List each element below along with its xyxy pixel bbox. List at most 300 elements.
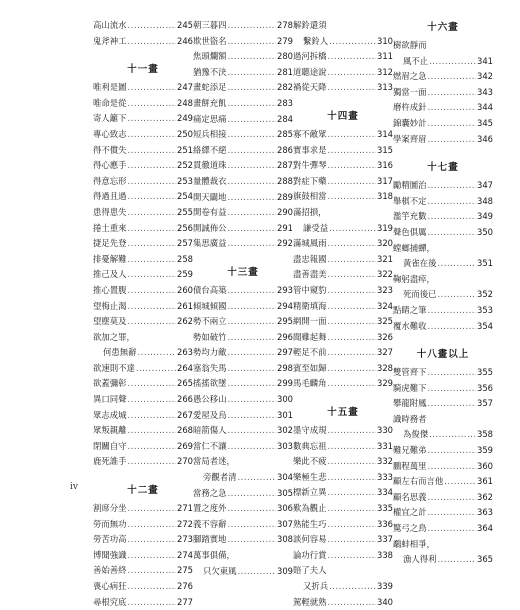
dot-leader — [429, 427, 476, 443]
dot-leader — [328, 252, 377, 268]
dot-leader — [428, 521, 477, 537]
idiom-text: 盡善盡美 — [293, 269, 327, 280]
index-entry — [193, 236, 293, 252]
dot-leader — [328, 80, 377, 96]
page-ref: 272 — [177, 518, 193, 529]
index-entry — [293, 501, 393, 517]
index-entry — [293, 532, 393, 548]
index-entry — [193, 408, 293, 424]
idiom-text: 勵精圖治 — [393, 180, 427, 191]
page-ref: 341 — [477, 55, 493, 66]
idiom-text: 點睛之筆 — [393, 304, 427, 315]
idiom-text: 聲色俱厲 — [393, 226, 427, 237]
index-entry — [193, 517, 293, 533]
idiom-text: 樹欲靜而 — [393, 40, 427, 50]
page-ref: 282 — [277, 82, 293, 93]
dot-leader — [328, 158, 377, 174]
index-entry — [393, 459, 493, 475]
dot-leader — [228, 314, 277, 330]
idiom-text: 雙管齊下 — [393, 367, 427, 378]
dot-leader — [438, 287, 477, 303]
dot-leader — [329, 221, 376, 237]
index-column-4 — [393, 18, 493, 565]
dot-leader — [128, 532, 177, 548]
idiom-text: 眾志成城 — [93, 409, 127, 420]
index-entry — [93, 439, 193, 455]
page-ref: 324 — [377, 300, 393, 311]
index-entry — [93, 579, 193, 595]
page-number: iv — [70, 482, 78, 492]
dot-leader — [228, 532, 277, 548]
page-ref: 312 — [377, 66, 393, 77]
page-ref: 310 — [377, 35, 393, 46]
idiom-text: 黃雀在後 — [403, 258, 437, 269]
index-entry — [93, 548, 193, 564]
idiom-text: 管中窺豹 — [293, 284, 327, 295]
page-ref: 292 — [277, 238, 293, 249]
idiom-text: 錦囊妙計 — [393, 117, 427, 128]
page-ref: 329 — [377, 378, 393, 389]
idiom-text: 繫鈴人 — [303, 35, 329, 46]
page-ref: 330 — [377, 425, 393, 436]
index-entry — [393, 85, 493, 101]
page-ref: 245 — [177, 20, 193, 30]
dot-leader — [328, 595, 377, 610]
dot-leader — [444, 474, 476, 490]
dot-leader — [228, 486, 277, 502]
index-entry-first-line — [93, 330, 193, 346]
page-ref: 302 — [277, 425, 293, 436]
index-entry — [393, 381, 493, 397]
dot-leader — [228, 408, 277, 424]
idiom-text: 唯利是圖 — [93, 82, 127, 93]
page-ref: 320 — [377, 238, 393, 249]
idiom-text: 賓至如歸 — [293, 362, 327, 373]
idiom-text: 解鈴還須 — [293, 20, 327, 30]
index-entry — [293, 548, 393, 564]
idiom-text: 何患無辭 — [103, 347, 137, 358]
dot-leader — [428, 319, 477, 335]
dot-leader — [128, 34, 177, 50]
idiom-text: 精衛填海 — [293, 300, 327, 311]
idiom-text: 鵬程萬里 — [393, 460, 427, 471]
index-entry — [93, 408, 193, 424]
idiom-text: 欺世盜名 — [193, 35, 227, 46]
index-entry — [393, 319, 493, 335]
idiom-text: 旗鼓相當 — [293, 191, 327, 202]
page-ref: 361 — [477, 476, 493, 487]
dot-leader — [328, 143, 377, 159]
index-entry — [93, 189, 193, 205]
page-ref: 271 — [177, 503, 193, 514]
index-entry — [193, 158, 293, 174]
dot-leader — [128, 392, 177, 408]
index-entry — [193, 470, 293, 486]
idiom-text: 馬毛麟角 — [293, 378, 327, 389]
page-ref: 349 — [477, 211, 493, 222]
index-entry — [93, 96, 193, 112]
index-entry — [393, 287, 493, 303]
page-ref: 314 — [377, 128, 393, 139]
idiom-text: 高山流水 — [93, 20, 127, 30]
idiom-text: 舉棋不定 — [393, 195, 427, 206]
page-ref: 248 — [177, 97, 193, 108]
index-entry — [93, 392, 193, 408]
index-entry — [93, 267, 193, 283]
idiom-text: 難兄難弟 — [393, 445, 427, 456]
index-entry — [93, 18, 193, 34]
dot-leader — [328, 517, 377, 533]
dot-leader — [128, 158, 177, 174]
idiom-text: 濫竽充數 — [393, 211, 427, 222]
idiom-text: 風不止 — [403, 55, 429, 66]
index-entry — [193, 564, 293, 580]
idiom-text: 勢如破竹 — [193, 331, 227, 342]
index-entry-first-line — [393, 537, 493, 553]
idiom-text: 顧名思義 — [393, 491, 427, 502]
idiom-text: 畫蛇添足 — [193, 82, 227, 93]
page-ref: 253 — [177, 175, 193, 186]
dot-leader — [128, 205, 177, 221]
index-entry — [93, 563, 193, 579]
dot-leader — [228, 65, 277, 81]
index-entry — [293, 34, 393, 50]
index-entry — [293, 579, 393, 595]
index-entry — [93, 423, 193, 439]
page-ref: 359 — [477, 445, 493, 456]
page-ref: 363 — [477, 507, 493, 518]
dot-leader — [328, 470, 377, 486]
index-entry — [393, 505, 493, 521]
index-entry — [393, 132, 493, 148]
idiom-text: 唯命是從 — [93, 97, 127, 108]
page-ref: 311 — [377, 51, 393, 62]
idiom-text: 盡忠報國 — [293, 253, 327, 264]
idiom-text: 傾城傾國 — [193, 300, 227, 311]
dot-leader — [428, 303, 477, 319]
idiom-text: 墨守成規 — [293, 425, 327, 436]
page-ref: 251 — [177, 144, 193, 155]
dot-leader — [228, 345, 277, 361]
idiom-text: 樂極生悲 — [293, 471, 327, 482]
dot-leader — [228, 392, 277, 408]
idiom-text: 聞雞起舞 — [293, 331, 327, 342]
dot-leader — [228, 80, 277, 96]
idiom-text: 患得患失 — [93, 206, 127, 217]
index-entry — [193, 143, 293, 159]
idiom-text: 對牛彈琴 — [293, 160, 327, 171]
idiom-text: 騎虎難下 — [393, 382, 427, 393]
index-entry — [393, 54, 493, 70]
idiom-text: 當仁不讓 — [193, 440, 227, 451]
idiom-text: 愚公移山 — [193, 394, 227, 405]
idiom-text: 欲速則不達 — [93, 362, 135, 373]
idiom-text: 獨當一面 — [393, 86, 427, 97]
dot-leader — [328, 485, 377, 501]
index-entry — [93, 34, 193, 50]
idiom-text: 謙受益 — [303, 222, 329, 233]
idiom-text: 道聽途說 — [293, 66, 327, 77]
dot-leader — [428, 69, 477, 85]
index-entry — [293, 236, 393, 252]
idiom-text: 死而後已 — [403, 289, 437, 300]
page-ref: 328 — [377, 362, 393, 373]
idiom-text: 為俊傑 — [403, 429, 429, 440]
idiom-text: 腳踏實地 — [193, 534, 227, 545]
index-entry — [193, 330, 293, 346]
dot-leader — [128, 563, 177, 579]
idiom-text: 排憂解難 — [93, 253, 127, 264]
index-column-2 — [193, 18, 293, 576]
dot-leader — [328, 376, 377, 392]
dot-leader — [228, 299, 277, 315]
idiom-text: 絡繹不絕 — [193, 144, 227, 155]
page-ref: 350 — [477, 226, 493, 237]
index-entry — [193, 18, 293, 34]
index-entry-first-line — [393, 38, 493, 54]
dot-leader — [328, 267, 377, 283]
idiom-text: 尋根究底 — [93, 596, 127, 607]
page-ref: 355 — [477, 367, 493, 378]
idiom-text: 得不償失 — [93, 144, 127, 155]
dot-leader — [128, 314, 177, 330]
index-entry — [93, 595, 193, 610]
idiom-text: 禍從天降 — [293, 82, 327, 93]
index-entry — [193, 205, 293, 221]
stroke-count-heading: 十三畫 — [227, 266, 259, 278]
dot-leader — [328, 532, 377, 548]
dot-leader — [238, 564, 277, 580]
index-entry — [93, 454, 193, 470]
dot-leader — [428, 178, 477, 194]
index-entry — [393, 303, 493, 319]
page-ref: 316 — [377, 160, 393, 171]
index-entry — [293, 252, 393, 268]
index-entry — [293, 267, 393, 283]
index-entry — [393, 194, 493, 210]
idiom-text: 欲加之罪， — [93, 331, 135, 342]
dot-leader — [428, 100, 477, 116]
page-ref: 338 — [377, 549, 393, 560]
section-spacer — [293, 96, 393, 107]
dot-leader — [228, 18, 277, 34]
index-entry — [393, 365, 493, 381]
page-ref: 295 — [277, 316, 293, 327]
index-entry — [293, 330, 393, 346]
page-ref: 337 — [377, 534, 393, 545]
page-ref: 326 — [377, 331, 393, 342]
index-entry — [93, 80, 193, 96]
dot-leader — [128, 454, 177, 470]
idiom-text: 標新立異 — [293, 487, 327, 498]
dot-leader — [228, 361, 277, 377]
index-entry — [93, 532, 193, 548]
dot-leader — [428, 459, 477, 475]
idiom-text: 輕足不前 — [293, 347, 327, 358]
index-entry — [93, 361, 193, 377]
index-entry — [193, 423, 293, 439]
page-ref: 287 — [277, 160, 293, 171]
idiom-text: 閉關自守 — [93, 440, 127, 451]
page-ref: 336 — [377, 518, 393, 529]
dot-leader — [328, 283, 377, 299]
index-entry — [193, 283, 293, 299]
dot-leader — [428, 365, 477, 381]
page-ref: 275 — [177, 565, 193, 576]
index-entry — [293, 283, 393, 299]
page-ref: 331 — [377, 440, 393, 451]
dot-leader — [128, 221, 177, 237]
page-ref: 342 — [477, 71, 493, 82]
idiom-text: 畫餅充飢 — [193, 97, 227, 108]
index-entry — [193, 439, 293, 455]
dot-leader — [438, 256, 477, 272]
index-entry — [393, 552, 493, 568]
page-ref: 259 — [177, 269, 193, 280]
idiom-text: 鞠躬盡瘁， — [393, 273, 435, 284]
dot-leader — [128, 18, 177, 34]
index-entry — [393, 521, 493, 537]
index-entry — [93, 299, 193, 315]
index-entry — [293, 439, 393, 455]
page-ref: 247 — [177, 82, 193, 93]
dot-leader — [228, 283, 277, 299]
page-ref: 294 — [277, 300, 293, 311]
index-entry — [93, 283, 193, 299]
dot-leader — [228, 127, 277, 143]
page-ref: 246 — [177, 35, 193, 46]
dot-leader — [128, 252, 177, 268]
page-ref: 362 — [477, 491, 493, 502]
dot-leader — [228, 423, 277, 439]
page-ref: 365 — [477, 554, 493, 565]
dot-leader — [128, 423, 177, 439]
page-ref: 278 — [277, 20, 293, 30]
index-entry-first-line — [293, 205, 393, 221]
index-entry — [193, 127, 293, 143]
stroke-count-heading: 十五畫 — [327, 407, 359, 419]
dot-leader — [328, 345, 377, 361]
dot-leader — [128, 548, 177, 564]
index-entry-first-line — [293, 563, 393, 579]
idiom-text: 捷足先登 — [93, 238, 127, 249]
section-spacer — [393, 147, 493, 158]
idiom-text: 眾叛親離 — [93, 425, 127, 436]
idiom-text: 談何容易 — [293, 534, 327, 545]
page-ref: 264 — [177, 362, 193, 373]
dot-leader — [228, 205, 277, 221]
page-ref: 308 — [277, 534, 293, 545]
stroke-count-heading: 十七畫 — [427, 162, 459, 174]
idiom-text: 寄人籬下 — [93, 113, 127, 124]
idiom-text: 得意忘形 — [93, 175, 127, 186]
dot-leader — [128, 96, 177, 112]
dot-leader — [128, 80, 177, 96]
page-ref: 254 — [177, 191, 193, 202]
dot-leader — [328, 548, 377, 564]
dot-leader — [438, 552, 477, 568]
index-entry — [293, 361, 393, 377]
index-entry — [293, 314, 393, 330]
index-entry — [93, 376, 193, 392]
index-entry — [393, 116, 493, 132]
dot-leader — [128, 127, 177, 143]
page-ref: 318 — [377, 191, 393, 202]
idiom-text: 開卷有益 — [193, 207, 227, 218]
idiom-text: 顧左右而言他 — [393, 476, 444, 487]
page-ref: 307 — [277, 518, 293, 529]
index-entry — [193, 221, 293, 237]
index-entry — [93, 501, 193, 517]
page-ref: 332 — [377, 456, 393, 467]
page-ref: 300 — [277, 394, 293, 405]
dot-leader — [228, 376, 277, 392]
dot-leader — [328, 423, 377, 439]
index-entry-first-line — [393, 412, 493, 428]
idiom-text: 焦頭爛額 — [193, 51, 227, 62]
page-ref: 343 — [477, 86, 493, 97]
idiom-text: 學案齊眉 — [393, 133, 427, 144]
index-entry — [293, 189, 393, 205]
stroke-count-heading: 十八畫以上 — [416, 349, 470, 361]
index-entry — [193, 112, 293, 128]
dot-leader — [428, 209, 477, 225]
dot-leader — [128, 408, 177, 424]
index-entry — [193, 361, 293, 377]
page-ref: 346 — [477, 133, 493, 144]
dot-leader — [328, 299, 377, 315]
page-ref: 353 — [477, 304, 493, 315]
dot-leader — [328, 49, 377, 65]
page-ref: 291 — [277, 222, 293, 233]
dot-leader — [429, 54, 476, 70]
page-ref: 325 — [377, 316, 393, 327]
page-ref: 317 — [377, 175, 393, 186]
index-entry — [393, 69, 493, 85]
index-entry — [393, 209, 493, 225]
idiom-text: 攀龍附鳳 — [393, 398, 427, 409]
section-spacer — [293, 392, 393, 403]
idiom-text: 得過且過 — [93, 191, 127, 202]
idiom-text: 割席分坐 — [93, 503, 127, 514]
dot-leader — [228, 190, 277, 206]
page-ref: 301 — [277, 409, 293, 420]
dot-leader — [328, 439, 377, 455]
index-entry — [393, 256, 493, 272]
index-entry — [93, 345, 193, 361]
idiom-text: 漁人得利 — [403, 554, 437, 565]
idiom-text: 推己及人 — [93, 269, 127, 280]
page-ref: 250 — [177, 128, 193, 139]
page-ref: 344 — [477, 102, 493, 113]
index-entry — [93, 158, 193, 174]
dot-leader — [328, 127, 377, 143]
index-entry — [393, 396, 493, 412]
index-entry — [193, 376, 293, 392]
idiom-text: 萬事俱備， — [193, 550, 235, 560]
idiom-text: 滿招損， — [293, 206, 327, 217]
page-ref: 262 — [177, 316, 193, 327]
page-ref: 322 — [377, 269, 393, 280]
page-ref: 268 — [177, 425, 193, 436]
idiom-text: 得心應手 — [93, 160, 127, 171]
page-ref: 296 — [277, 331, 293, 342]
dot-leader — [238, 470, 277, 486]
stroke-count-heading: 十四畫 — [327, 110, 359, 122]
page-ref: 284 — [277, 113, 293, 124]
idiom-text: 驚弓之鳥 — [393, 523, 427, 534]
index-entry — [393, 443, 493, 459]
